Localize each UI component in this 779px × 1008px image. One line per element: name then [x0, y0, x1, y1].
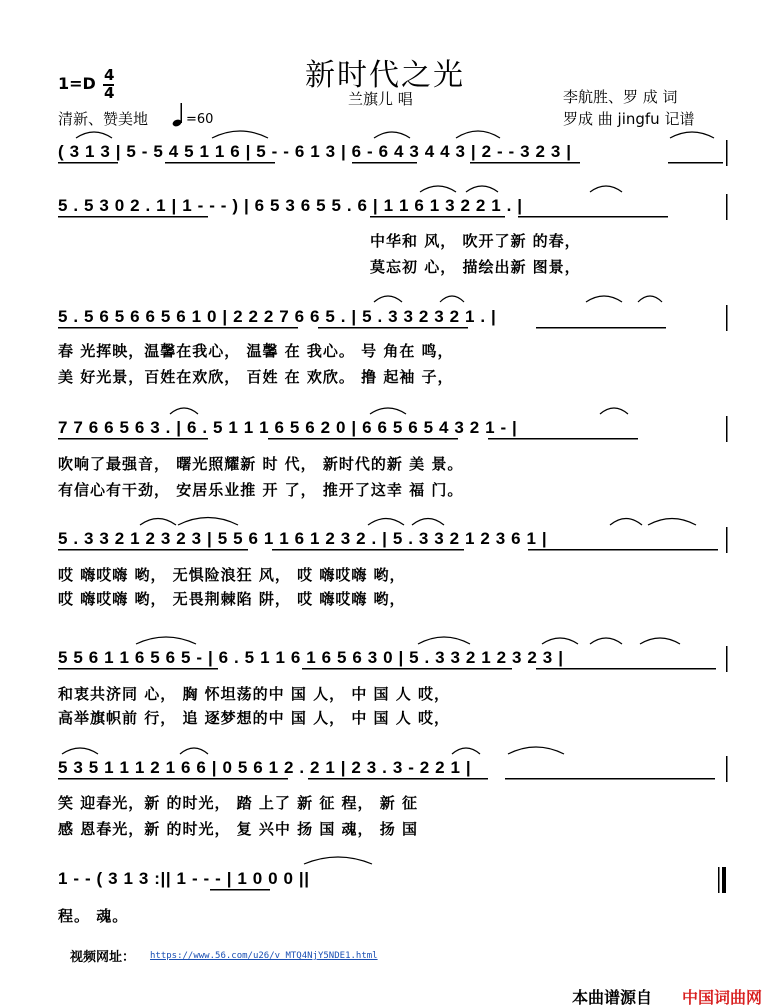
lyric-row-7-verse-2: 感 恩春光，新 的时光， 复 兴中 扬 国 魂， 扬 国 — [58, 820, 419, 838]
video-url-link[interactable]: https://www.56.com/u26/v_MTQ4NjY5NDE1.html — [150, 951, 378, 961]
lyric-row-6-verse-2: 高举旗帜前 行， 追 逐梦想的中 国 人， 中 国 人 哎， — [58, 709, 451, 727]
score-row-6: 5 5 6 1 1 6 5 6 5 - | 6 . 5 1 1 6 1 6 5 6 3 0 | 5 . 3 3 2 1 2 3 2 3 | — [58, 648, 564, 667]
source-label: 本曲谱源自 — [572, 988, 653, 1007]
score-row-2: 5 . 5 3 0 2 . 1 | 1 - - - ) | 6 5 3 6 5 5 . 6 | 1 1 6 1 3 2 2 1 . | — [58, 196, 523, 215]
score-row-8: 1 - - ( 3 1 3 :|| 1 - - - | 1 0 0 0 || — [58, 869, 310, 888]
lyric-row-2-verse-2: 莫忘初 心， 描绘出新 图景， — [370, 258, 581, 276]
composer: 罗成 曲 jingfu 记谱 — [563, 110, 695, 128]
source-site-link[interactable]: 中国词曲网 — [682, 988, 763, 1007]
lyric-row-6-verse-1: 和衷共济同 心， 胸 怀坦荡的中 国 人， 中 国 人 哎， — [58, 685, 451, 703]
video-url-label: 视频网址： — [70, 950, 136, 965]
score-row-3: 5 . 5 6 5 6 6 5 6 1 0 | 2 2 2 7 6 6 5 . | 5 . 3 3 2 3 2 1 . | — [58, 307, 497, 326]
lyric-row-4-verse-2: 有信心有干劲， 安居乐业推 开 了， 推开了这幸 福 门。 — [58, 481, 464, 499]
quarter-note-icon — [172, 102, 186, 128]
lyric-row-7-verse-1: 笑 迎春光，新 的时光， 踏 上了 新 征 程， 新 征 — [58, 794, 419, 812]
lyric-row-5-verse-2: 哎 嗨哎嗨 哟， 无畏荆棘陷 阱， 哎 嗨哎嗨 哟， — [58, 590, 406, 608]
lyric-row-5-verse-1: 哎 嗨哎嗨 哟， 无惧险浪狂 风， 哎 嗨哎嗨 哟， — [58, 566, 406, 584]
tempo: =60 — [186, 112, 214, 127]
key-signature: 1=D — [58, 74, 96, 93]
lyricist: 李航胜、罗 成 词 — [563, 88, 678, 106]
singer: 兰旗儿 唱 — [348, 90, 413, 108]
score-row-7: 5 3 5 1 1 1 2 1 6 6 | 0 5 6 1 2 . 2 1 | 2 3 . 3 - 2 2 1 | — [58, 758, 472, 777]
lyric-row-3-verse-2: 美 好光景，百姓在欢欣， 百姓 在 欢欣。 撸 起袖 子， — [58, 368, 454, 386]
score-row-4: 7 7 6 6 5 6 3 . | 6 . 5 1 1 1 6 5 6 2 0 | 6 6 5 6 5 4 3 2 1 - | — [58, 418, 518, 437]
lyric-row-2-verse-1: 中华和 风， 吹开了新 的春， — [370, 232, 581, 250]
lyric-row-8: 程。 魂。 — [58, 907, 129, 925]
score-row-5: 5 . 3 3 2 1 2 3 2 3 | 5 5 6 1 1 6 1 2 3 2 . | 5 . 3 3 2 1 2 3 6 1 | — [58, 529, 548, 548]
expression-mark: 清新、赞美地 — [58, 110, 149, 128]
score-row-1: ( 3 1 3 | 5 - 5 4 5 1 1 6 | 5 - - 6 1 3 | 6 - 6 4 3 4 4 3 | 2 - - 3 2 3 | — [58, 142, 572, 161]
time-signature-bottom: 4 — [104, 84, 115, 102]
time-signature-top: 4 — [104, 66, 115, 84]
song-title: 新时代之光 — [305, 58, 465, 93]
lyric-row-3-verse-1: 春 光挥映，温馨在我心， 温馨 在 我心。 号 角在 鸣， — [58, 342, 454, 360]
lyric-row-4-verse-1: 吹响了最强音， 曙光照耀新 时 代， 新时代的新 美 景。 — [58, 455, 464, 473]
